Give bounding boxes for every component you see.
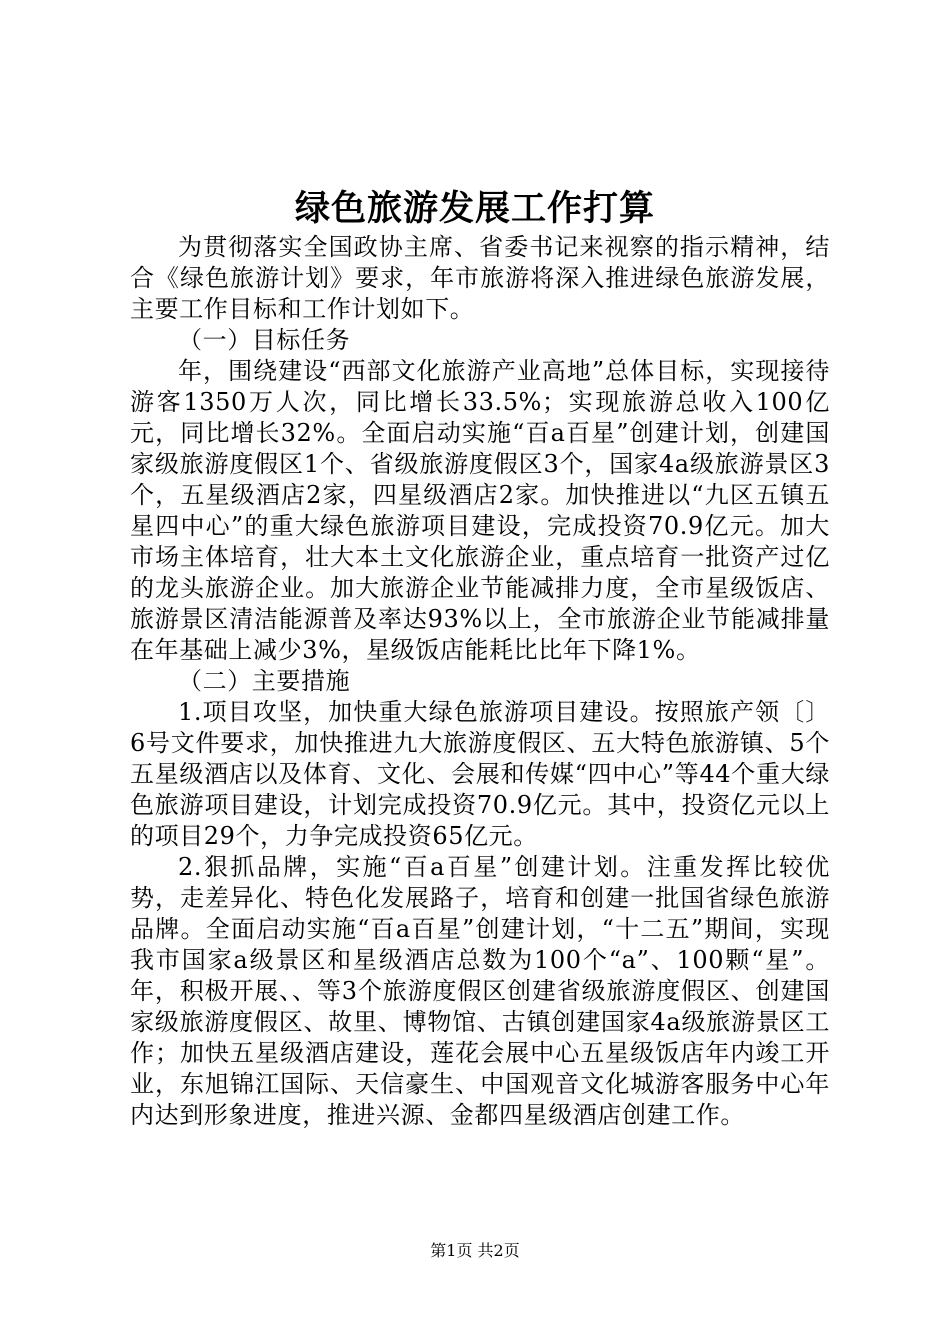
measure-2-paragraph: 2.狠抓品牌，实施“百a百星”创建计划。注重发挥比较优势，走差异化、特色化发展路子，培育和创建一批国省绿色旅游品牌。全面启动实施“百a百星”创建计划，“十二五”期间，实现我市国家a级景区和星级酒店总数为100个“a”、100颗“星”。年，积极开展、、等3个旅游度假区创建省级旅游度假区、创建国家级旅游度假区、故里、博物馆、古镇创建国家4a级旅游景区工作；加快五星级酒店建设，莲花会展中心五星级饭店年内竣工开业，东旭锦江国际、天信豪生、中国观音文化城游客服务中心年内达到形象进度，推进兴源、金都四星级酒店创建工作。 — [130, 853, 830, 1129]
document-title: 绿色旅游发展工作打算 — [294, 188, 655, 229]
document-body — [130, 232, 830, 1131]
section-1-heading: （一）目标任务 — [178, 326, 351, 354]
section-2-heading: （二）主要措施 — [178, 667, 351, 695]
intro-paragraph: 为贯彻落实全国政协主席、省委书记来视察的指示精神，结合《绿色旅游计划》要求，年市旅游将深入推进绿色旅游发展，主要工作目标和工作计划如下。 — [130, 233, 830, 323]
section-1-paragraph: 年，围绕建设“西部文化旅游产业高地”总体目标，实现接待游客1350万人次，同比增长33.5%；实现旅游总收入100亿元，同比增长32%。全面启动实施“百a百星”创建计划，创建国家级旅游度假区1个、省级旅游度假区3个，国家4a级旅游景区3个，五星级酒店2家，四星级酒店2家。加快推进以“九区五镇五星四中心”的重大绿色旅游项目建设，完成投资70.9亿元。加大市场主体培育，壮大本土文化旅游企业，重点培育一批资产过亿的龙头旅游企业。加大旅游企业节能减排力度，全市星级饭店、旅游景区清洁能源普及率达93%以上，全市旅游企业节能减排量在年基础上减少3%，星级饭店能耗比比年下降1%。 — [130, 357, 830, 664]
page-number-footer: 第1页 共2页 — [430, 1241, 520, 1260]
measure-1-paragraph: 1.项目攻坚，加快重大绿色旅游项目建设。按照旅产领〔〕6号文件要求，加快推进九大旅游度假区、五大特色旅游镇、5个五星级酒店以及体育、文化、会展和传媒“四中心”等44个重大绿色旅游项目建设，计划完成投资70.9亿元。其中，投资亿元以上的项目29个，力争完成投资65亿元。 — [130, 698, 830, 850]
